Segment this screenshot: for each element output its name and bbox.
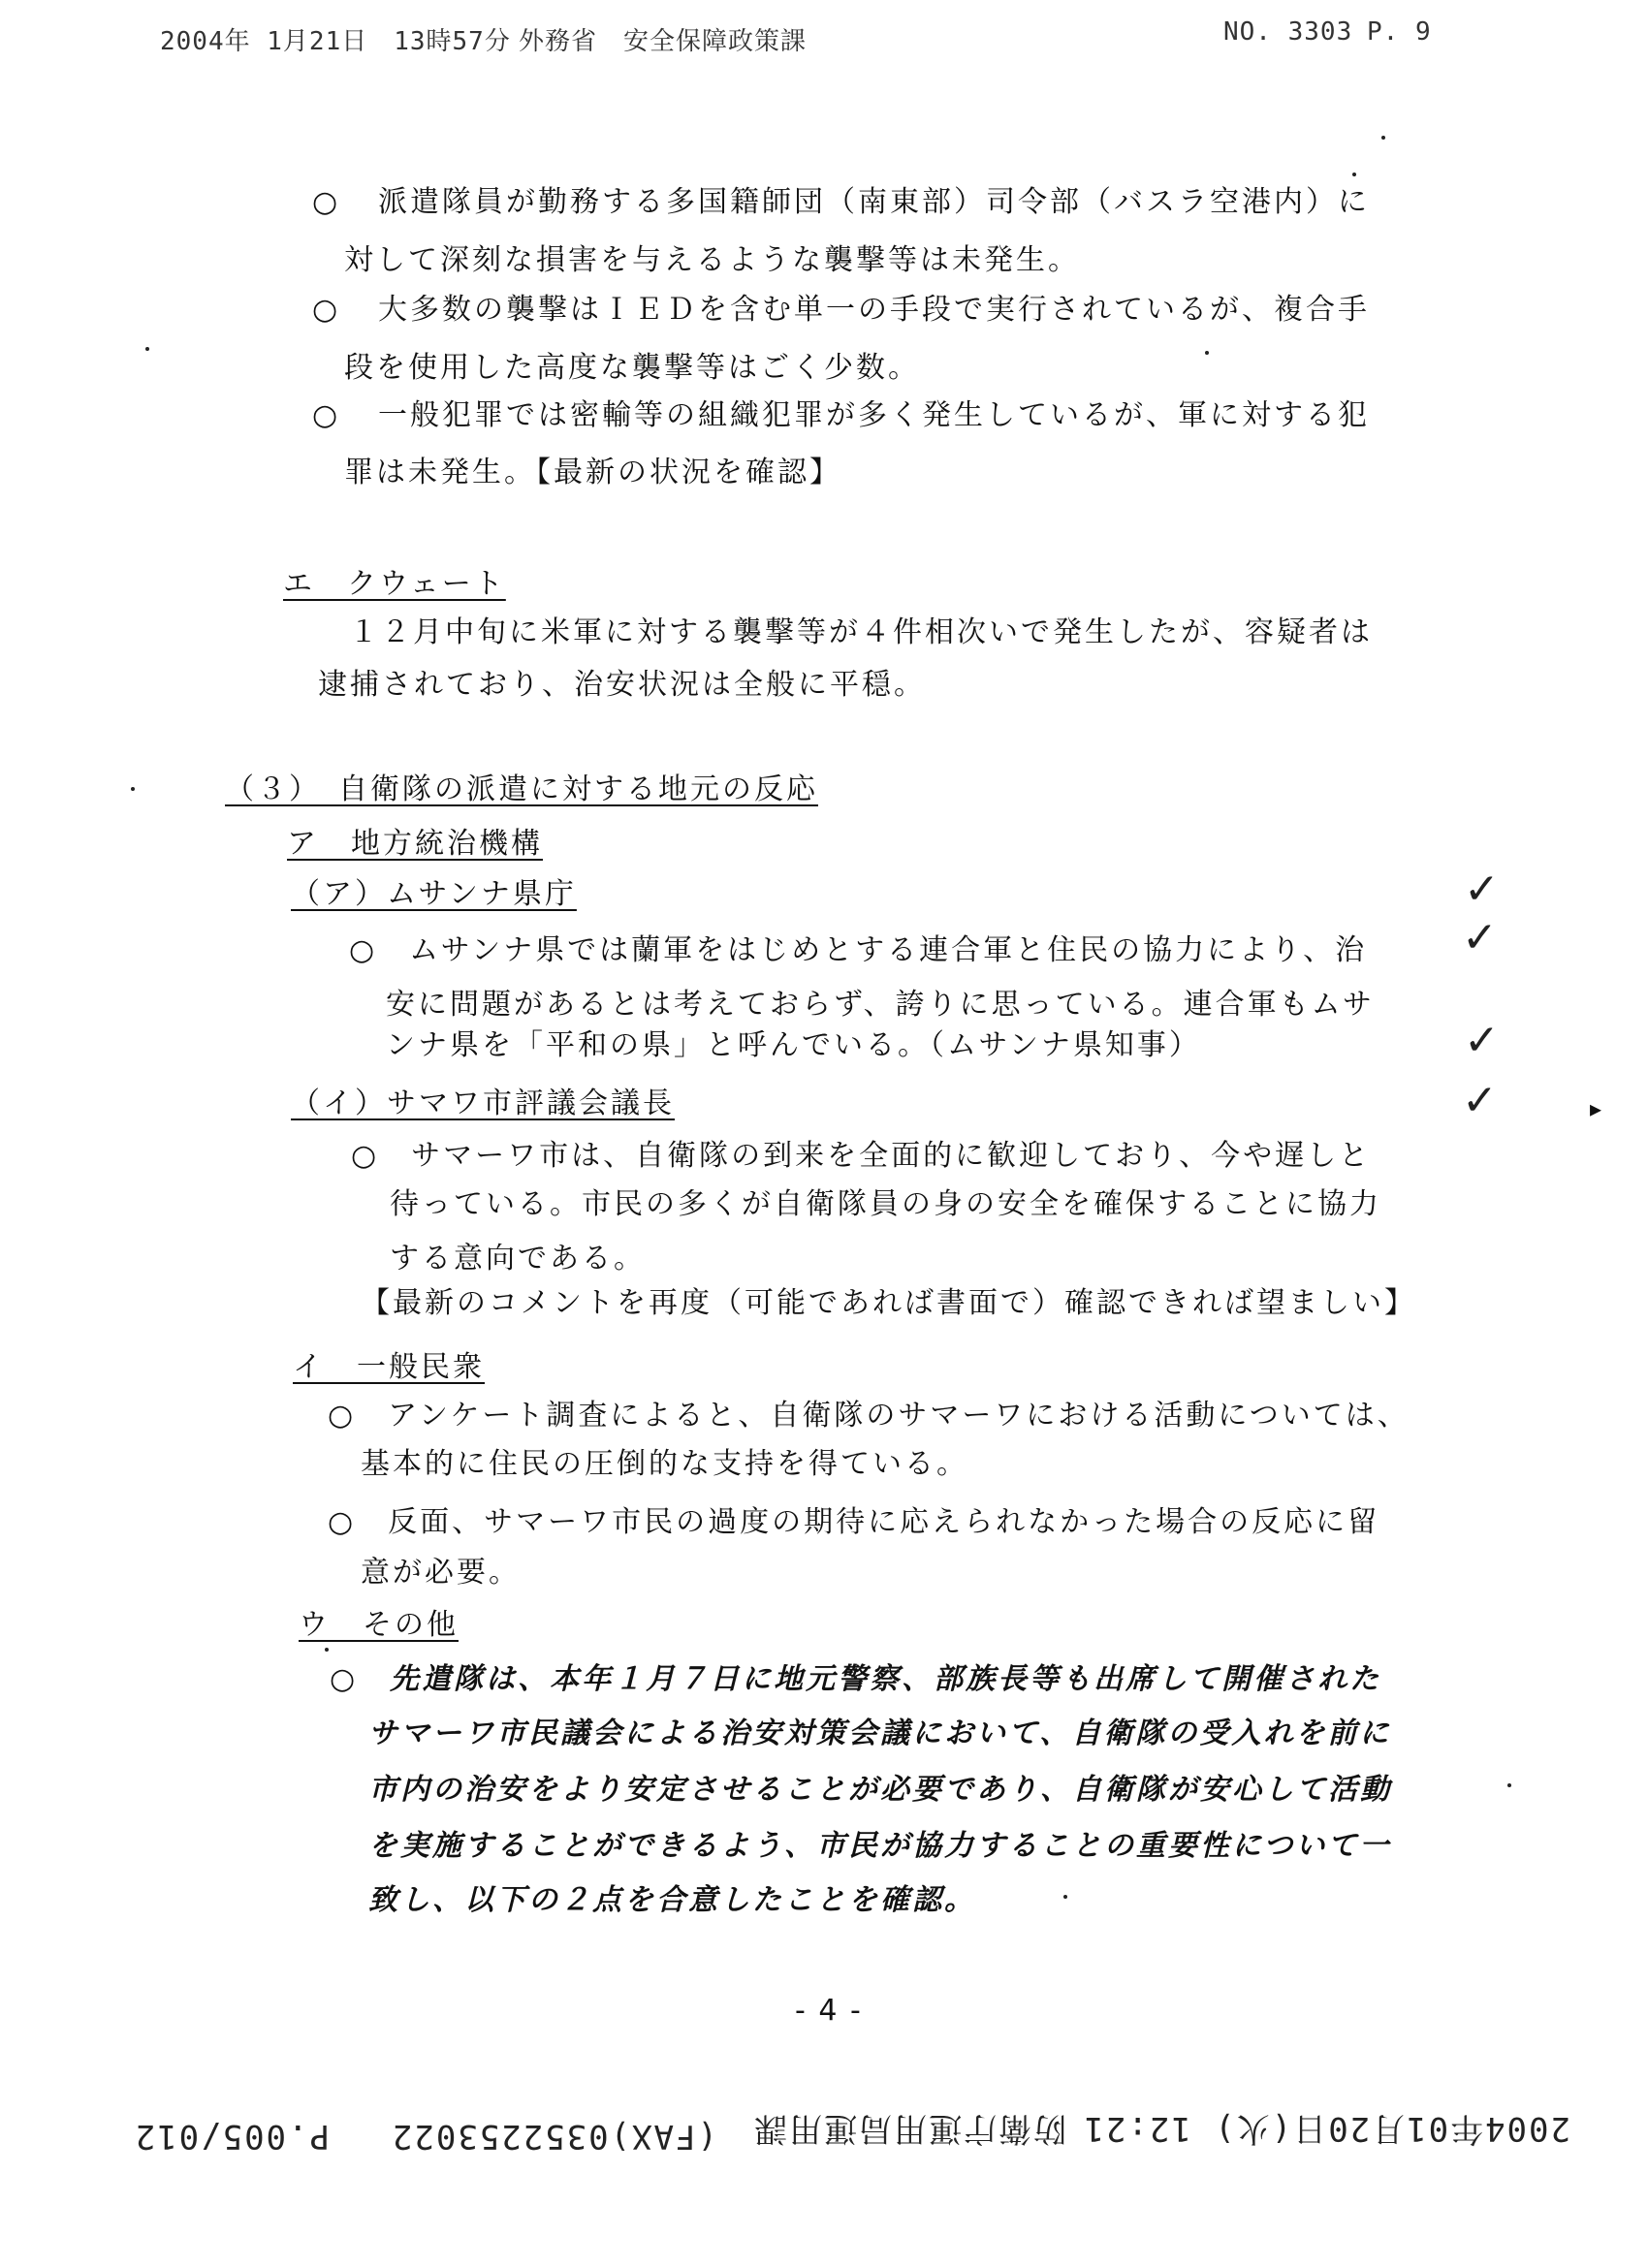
a1-line-2: 安に問題があるとは考えておらず、誇りに思っている。連合軍もムサ bbox=[386, 988, 1375, 1022]
section-i-heading: イ 一般民衆 bbox=[293, 1350, 485, 1384]
a2-line-3: する意向である。 bbox=[390, 1242, 646, 1276]
item-3-line-1: 一般犯罪では密輸等の組織犯罪が多く発生しているが、軍に対する犯 bbox=[378, 398, 1370, 432]
i-item-1-line-2: 基本的に住民の圧倒的な支持を得ている。 bbox=[361, 1447, 968, 1481]
section-a-heading: ア 地方統治機構 bbox=[287, 827, 543, 861]
page-number: - 4 - bbox=[795, 1994, 863, 2028]
u-line-3: 市内の治安をより安定させることが必要であり、自衛隊が安心して活動 bbox=[368, 1773, 1392, 1807]
u-line-1: ○ 先遣隊は、本年１月７日に地元警察、部族長等も出席して開催された bbox=[330, 1662, 1382, 1696]
check-mark-icon: ✓ bbox=[1462, 913, 1498, 962]
scan-speck bbox=[1205, 351, 1209, 355]
scan-speck bbox=[1063, 1895, 1067, 1899]
margin-arrow-icon: ▸ bbox=[1590, 1095, 1602, 1122]
scan-speck bbox=[1381, 136, 1385, 140]
item-1-line-2: 対して深刻な損害を与えるような襲撃等は未発生。 bbox=[344, 243, 1080, 277]
section-a1-heading: （ア）ムサンナ県庁 bbox=[291, 877, 577, 911]
footer-page: P.005/012 bbox=[133, 2117, 330, 2156]
check-mark-icon: ✓ bbox=[1464, 865, 1500, 914]
item-3-line-2: 罪は未発生。【最新の状況を確認】 bbox=[344, 456, 841, 489]
bullet-icon: ○ bbox=[312, 401, 355, 430]
check-mark-icon: ✓ bbox=[1464, 1016, 1500, 1065]
footer-fax: (FAX)0352253022 bbox=[390, 2117, 717, 2156]
kuwait-line-2: 逮捕されており、治安状況は全般に平穏。 bbox=[318, 668, 926, 702]
kuwait-heading: エ クウェート bbox=[283, 567, 506, 601]
bullet-icon: ○ bbox=[312, 188, 355, 217]
a2-line-2: 待っている。市民の多くが自衛隊員の身の安全を確保することに協力 bbox=[390, 1187, 1381, 1221]
footer-fax-stamp bbox=[97, 2109, 1570, 2156]
a1-line-1: ○ ムサンナ県では蘭軍をはじめとする連合軍と住民の協力により、治 bbox=[349, 933, 1368, 967]
fax-sender: 外務省 安全保障政策課 bbox=[519, 27, 808, 56]
a2-note: 【最新のコメントを再度（可能であれば書面で）確認できれば望ましい】 bbox=[361, 1286, 1416, 1320]
scan-speck bbox=[131, 787, 135, 791]
fax-number: NO. 3303 bbox=[1223, 17, 1353, 47]
scan-speck bbox=[325, 1648, 329, 1652]
fax-datetime: 2004年 1月21日 13時57分 bbox=[160, 27, 511, 56]
scan-speck bbox=[1507, 1783, 1511, 1787]
scan-speck bbox=[1352, 173, 1356, 176]
i-item-2-line-2: 意が必要。 bbox=[361, 1556, 521, 1590]
i-item-1-line-1: ○ アンケート調査によると、自衛隊のサマーワにおける活動については、 bbox=[328, 1399, 1410, 1433]
u-line-4: を実施することができるよう、市民が協力することの重要性について一 bbox=[368, 1829, 1392, 1863]
scan-speck bbox=[145, 347, 149, 351]
a1-line-3: ンナ県を「平和の県」と呼んでいる。（ムサンナ県知事） bbox=[386, 1028, 1201, 1062]
i-item-2-line-1: ○ 反面、サマーワ市民の過度の期待に応えられなかった場合の反応に留 bbox=[328, 1505, 1380, 1539]
u-line-2: サマーワ市民議会による治安対策会議において、自衛隊の受入れを前に bbox=[368, 1717, 1392, 1750]
fax-page: P. 9 bbox=[1367, 17, 1432, 47]
footer-datetime: 2004年01月20日(火) 12:21 bbox=[1082, 2109, 1570, 2148]
check-mark-icon: ✓ bbox=[1462, 1076, 1498, 1125]
section-u-heading: ウ その他 bbox=[299, 1608, 459, 1642]
a2-line-1: ○ サマーワ市は、自衛隊の到来を全面的に歓迎しており、今や遅しと bbox=[351, 1139, 1372, 1173]
section-3-heading: （３） 自衛隊の派遣に対する地元の反応 bbox=[225, 772, 818, 806]
bullet-icon: ○ bbox=[312, 296, 355, 325]
section-a2-heading: （イ）サマワ市評議会議長 bbox=[291, 1087, 675, 1120]
item-1-line-1: 派遣隊員が勤務する多国籍師団（南東部）司令部（バスラ空港内）に bbox=[378, 185, 1370, 219]
u-line-5: 致し、以下の２点を合意したことを確認。 bbox=[368, 1883, 976, 1917]
footer-sender: 防衛庁運用局運用課 bbox=[752, 2109, 1066, 2148]
kuwait-line-1: １２月中旬に米軍に対する襲撃等が４件相次いで発生したが、容疑者は bbox=[349, 615, 1373, 649]
item-2-line-2: 段を使用した高度な襲撃等はごく少数。 bbox=[344, 351, 920, 385]
item-2-line-1: 大多数の襲撃はＩＥＤを含む単一の手段で実行されているが、複合手 bbox=[378, 293, 1370, 327]
